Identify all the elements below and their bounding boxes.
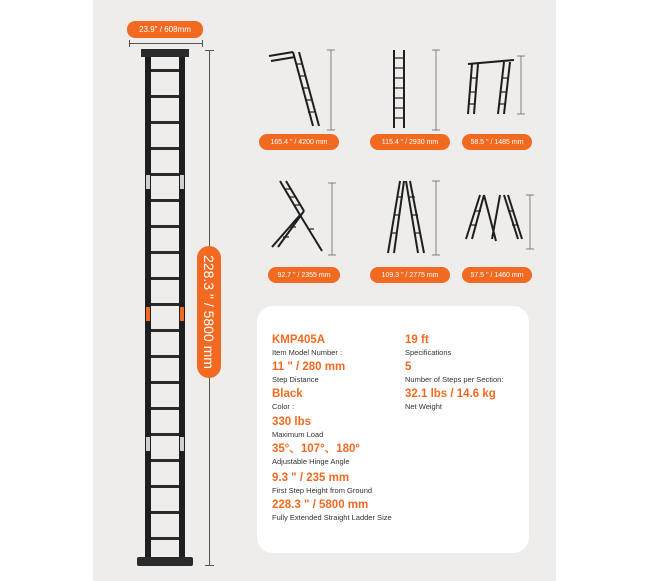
ladder-rung [151, 277, 179, 280]
spec-value: Black [272, 388, 303, 400]
height-dimension-wrapper [197, 246, 221, 378]
spec-value: 11 " / 280 mm [272, 361, 346, 373]
spec-step-distance [272, 361, 345, 385]
ladder-rung [151, 251, 179, 254]
spec-max-load [272, 416, 323, 440]
ladder-rung [151, 121, 179, 124]
spec-value: 32.1 lbs / 14.6 kg [405, 388, 496, 400]
straight-ladder-image [135, 45, 205, 571]
spec-value: 5 [405, 361, 412, 373]
extension-ladder-icon [255, 42, 354, 132]
spec-hinge-angle [272, 443, 360, 467]
spec-value: 19 ft [405, 334, 429, 346]
ladder-rung [151, 329, 179, 332]
double-a-frame-icon [458, 175, 557, 265]
ladder-rung [151, 147, 179, 150]
spec-label: Net Weight [405, 402, 442, 411]
config-height-label: 109.3 " / 2775 mm [370, 267, 450, 283]
config-extension-ladder [255, 42, 354, 150]
config-height-label: 115.4 " / 2930 mm [370, 134, 450, 150]
spec-label: Color : [272, 402, 295, 411]
ladder-rung [151, 199, 179, 202]
ladder-rung [151, 433, 179, 436]
spec-specifications [405, 334, 451, 358]
ladder-rung [151, 95, 179, 98]
ladder-rung [151, 485, 179, 488]
spec-label: First Step Height from Ground [272, 486, 373, 495]
spec-label: Specifications [405, 348, 452, 357]
width-dimension-label: 23.9" / 608mm [127, 21, 203, 38]
spec-first-step-height [272, 472, 372, 496]
ladder-rung [151, 537, 179, 540]
spec-value: 330 lbs [272, 416, 311, 428]
ladder-rung [151, 511, 179, 514]
spec-label: Number of Steps per Section: [405, 375, 504, 384]
config-wall-ladder [264, 175, 363, 283]
spec-value: 9.3 " / 235 mm [272, 472, 350, 484]
spec-label: Maximum Load [272, 430, 324, 439]
spec-label: Step Distance [272, 375, 319, 384]
spec-card [257, 306, 529, 553]
spec-value: KMP405A [272, 334, 326, 346]
ladder-rung [151, 69, 179, 72]
spec-value: 228.3 " / 5800 mm [272, 499, 369, 511]
config-straight-ladder [366, 42, 465, 150]
spec-model [272, 334, 342, 358]
width-dimension-line [129, 43, 202, 44]
spec-label: Fully Extended Straight Ladder Size [272, 513, 392, 522]
straight-ladder-icon [366, 42, 465, 132]
config-a-frame-ladder [366, 175, 465, 283]
config-height-label: 58.5 " / 1485 mm [462, 134, 532, 150]
config-height-label: 92.7 " / 2355 mm [268, 267, 340, 283]
ladder-rung [151, 225, 179, 228]
wall-ladder-icon [264, 175, 363, 265]
spec-value: 35°、107°、180° [272, 443, 360, 455]
height-dimension-label: 228.3 " / 5800 mm [197, 246, 221, 378]
width-dimension-cap-left [129, 40, 130, 47]
spec-label: Item Model Number : [272, 348, 343, 357]
spec-full-size [272, 499, 392, 523]
spec-label: Adjustable Hinge Angle [272, 457, 350, 466]
spec-color [272, 388, 303, 412]
a-frame-ladder-icon [366, 175, 465, 265]
ladder-rung [151, 355, 179, 358]
ladder-rung [151, 173, 179, 176]
ladder-rung [151, 407, 179, 410]
ladder-rung [151, 381, 179, 384]
spec-steps-per-section [405, 361, 503, 385]
config-scaffold [458, 42, 557, 150]
config-double-a-frame [458, 175, 557, 283]
height-dimension-cap-bottom [205, 565, 214, 566]
config-height-label: 165.4 " / 4200 mm [259, 134, 339, 150]
config-height-label: 57.5 " / 1460 mm [462, 267, 532, 283]
ladder-rung [151, 459, 179, 462]
height-dimension-cap-top [205, 50, 214, 51]
ladder-rung [151, 303, 179, 306]
scaffold-icon [458, 42, 557, 132]
spec-net-weight [405, 388, 496, 412]
